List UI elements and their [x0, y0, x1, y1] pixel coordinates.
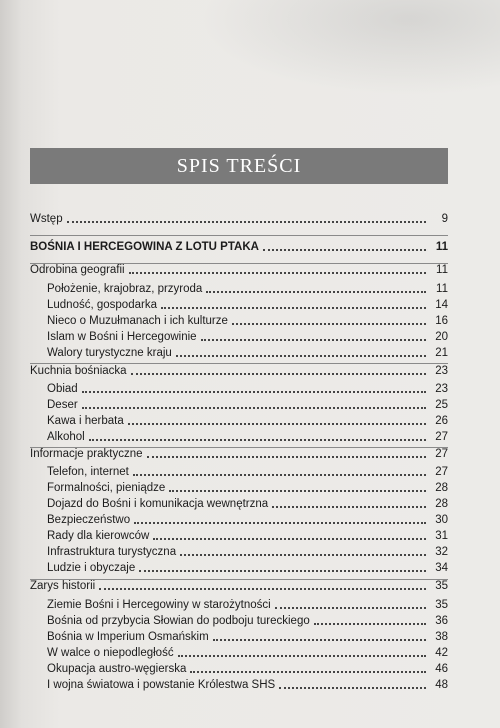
toc-entry-page: 11: [436, 264, 448, 276]
toc-entry-page: 27: [435, 466, 448, 478]
toc-entry-label: Alkohol: [47, 431, 85, 443]
toc-subentry: [47, 281, 448, 298]
dot-leader: [147, 456, 427, 458]
toc-entry-page: 28: [435, 498, 448, 510]
toc-subentry: [47, 528, 448, 545]
toc-entry-label: Wstęp: [30, 213, 63, 225]
dot-leader: [82, 407, 426, 409]
toc-entry-page: 38: [435, 631, 448, 643]
dot-leader: [161, 307, 426, 309]
toc-entry-label: Ludzie i obyczaje: [47, 562, 136, 574]
dot-leader: [134, 522, 426, 524]
toc-entry-page: 31: [435, 530, 448, 542]
toc-entry-label: Obiad: [47, 383, 78, 395]
dot-leader: [129, 272, 426, 274]
toc-entry-label: Ziemie Bośni i Hercegowiny w starożytności: [47, 599, 271, 611]
toc-entry-label: Informacje praktyczne: [30, 448, 143, 460]
toc-entry: [30, 211, 448, 228]
dot-leader: [89, 439, 426, 441]
dot-leader: [178, 655, 426, 657]
toc-entry-page: 20: [435, 331, 448, 343]
toc-subentry: [47, 661, 448, 678]
toc-subentry: [47, 429, 448, 446]
toc-part-heading: [30, 239, 448, 256]
toc-subentry: [47, 629, 448, 646]
toc-chapter: [30, 578, 448, 595]
toc-subentry: [47, 313, 448, 330]
toc-entry-page: 32: [435, 546, 448, 558]
toc-entry-label: Deser: [47, 399, 78, 411]
toc-chapter: [30, 363, 448, 380]
toc-entry-page: 35: [435, 580, 448, 592]
dot-leader: [133, 474, 426, 476]
dot-leader: [176, 355, 426, 357]
toc-entry-label: Dojazd do Bośni i komunikacja wewnętrzna: [47, 498, 269, 510]
dot-leader: [232, 323, 426, 325]
dot-leader: [263, 249, 426, 251]
toc-entry-page: 48: [435, 679, 448, 691]
toc-entry-page: 42: [435, 647, 448, 659]
toc-entry-label: Ludność, gospodarka: [47, 299, 157, 311]
dot-leader: [139, 570, 426, 572]
toc-entry-page: 34: [435, 562, 448, 574]
toc-entry-page: 16: [435, 315, 448, 327]
toc-entry-page: 23: [435, 383, 448, 395]
toc-entry-page: 25: [435, 399, 448, 411]
toc-subentry: [47, 397, 448, 414]
toc-subentry: [47, 480, 448, 497]
bleed-through-shadow: [200, 0, 500, 95]
page-title: SPIS TREŚCI: [176, 154, 302, 177]
dot-leader: [201, 339, 426, 341]
toc-entry-label: Infrastruktura turystyczna: [47, 546, 177, 558]
dot-leader: [279, 687, 426, 689]
dot-leader: [82, 391, 426, 393]
toc-entry-label: Kawa i herbata: [47, 415, 124, 427]
toc-entry-page: 28: [435, 482, 448, 494]
toc-entry-page: 35: [435, 599, 448, 611]
dot-leader: [153, 538, 426, 540]
toc-entry-label: Odrobina geografii: [30, 264, 125, 276]
toc-entry-page: 27: [435, 448, 448, 460]
toc-entry-label: Telefon, internet: [47, 466, 129, 478]
toc-subentry: [47, 345, 448, 362]
toc-entry-label: Nieco o Muzułmanach i ich kulturze: [47, 315, 228, 327]
dot-leader: [67, 221, 426, 223]
dot-leader: [128, 423, 426, 425]
toc-subentry: [47, 544, 448, 561]
toc-entry-page: 14: [435, 299, 448, 311]
dot-leader: [99, 588, 426, 590]
toc-entry-page: 30: [435, 514, 448, 526]
toc-entry-label: Bezpieczeństwo: [47, 514, 131, 526]
toc-subentry: [47, 560, 448, 577]
toc-entry-label: Bośnia w Imperium Osmańskim: [47, 631, 209, 643]
toc-header-bar: [30, 148, 448, 184]
section-divider: [30, 235, 448, 236]
toc-subentry: [47, 381, 448, 398]
toc-entry-page: 21: [435, 347, 448, 359]
toc-chapter: [30, 446, 448, 463]
toc-entry-label: Walory turystyczne kraju: [47, 347, 172, 359]
dot-leader: [131, 373, 426, 375]
dot-leader: [275, 607, 426, 609]
toc-entry-label: Zarys historii: [30, 580, 96, 592]
dot-leader: [190, 671, 426, 673]
toc-subentry: [47, 597, 448, 614]
toc-entry-label: Bośnia od przybycia Słowian do podboju tureckiego: [47, 615, 310, 627]
toc-entry-page: 9: [441, 213, 448, 225]
dot-leader: [206, 291, 426, 293]
toc-entry-label: Okupacja austro-węgierska: [47, 663, 187, 675]
toc-subentry: [47, 297, 448, 314]
toc-subentry: [47, 496, 448, 513]
toc-entry-label: W walce o niepodległość: [47, 647, 174, 659]
dot-leader: [213, 639, 426, 641]
toc-entry-label: BOŚNIA I HERCEGOWINA Z LOTU PTAKA: [30, 241, 259, 253]
toc-chapter: [30, 262, 448, 279]
dot-leader: [169, 490, 426, 492]
toc-subentry: [47, 464, 448, 481]
toc-entry-label: Islam w Bośni i Hercegowinie: [47, 331, 197, 343]
toc-entry-page: 46: [435, 663, 448, 675]
toc-entry-label: Położenie, krajobraz, przyroda: [47, 283, 203, 295]
dot-leader: [180, 554, 426, 556]
toc-subentry: [47, 677, 448, 694]
toc-entry-page: 11: [436, 283, 448, 295]
toc-entry-label: Kuchnia bośniacka: [30, 365, 127, 377]
toc-entry-label: I wojna światowa i powstanie Królestwa SHS: [47, 679, 276, 691]
toc-entry-label: Rady dla kierowców: [47, 530, 150, 542]
dot-leader: [272, 506, 426, 508]
toc-entry-page: 11: [435, 241, 448, 253]
toc-entry-page: 26: [435, 415, 448, 427]
toc-entry-label: Formalności, pieniądze: [47, 482, 166, 494]
toc-subentry: [47, 329, 448, 346]
toc-entry-page: 23: [435, 365, 448, 377]
toc-subentry: [47, 645, 448, 662]
toc-entry-page: 27: [435, 431, 448, 443]
toc-subentry: [47, 613, 448, 630]
toc-subentry: [47, 512, 448, 529]
toc-entry-page: 36: [435, 615, 448, 627]
dot-leader: [314, 623, 426, 625]
toc-subentry: [47, 413, 448, 430]
